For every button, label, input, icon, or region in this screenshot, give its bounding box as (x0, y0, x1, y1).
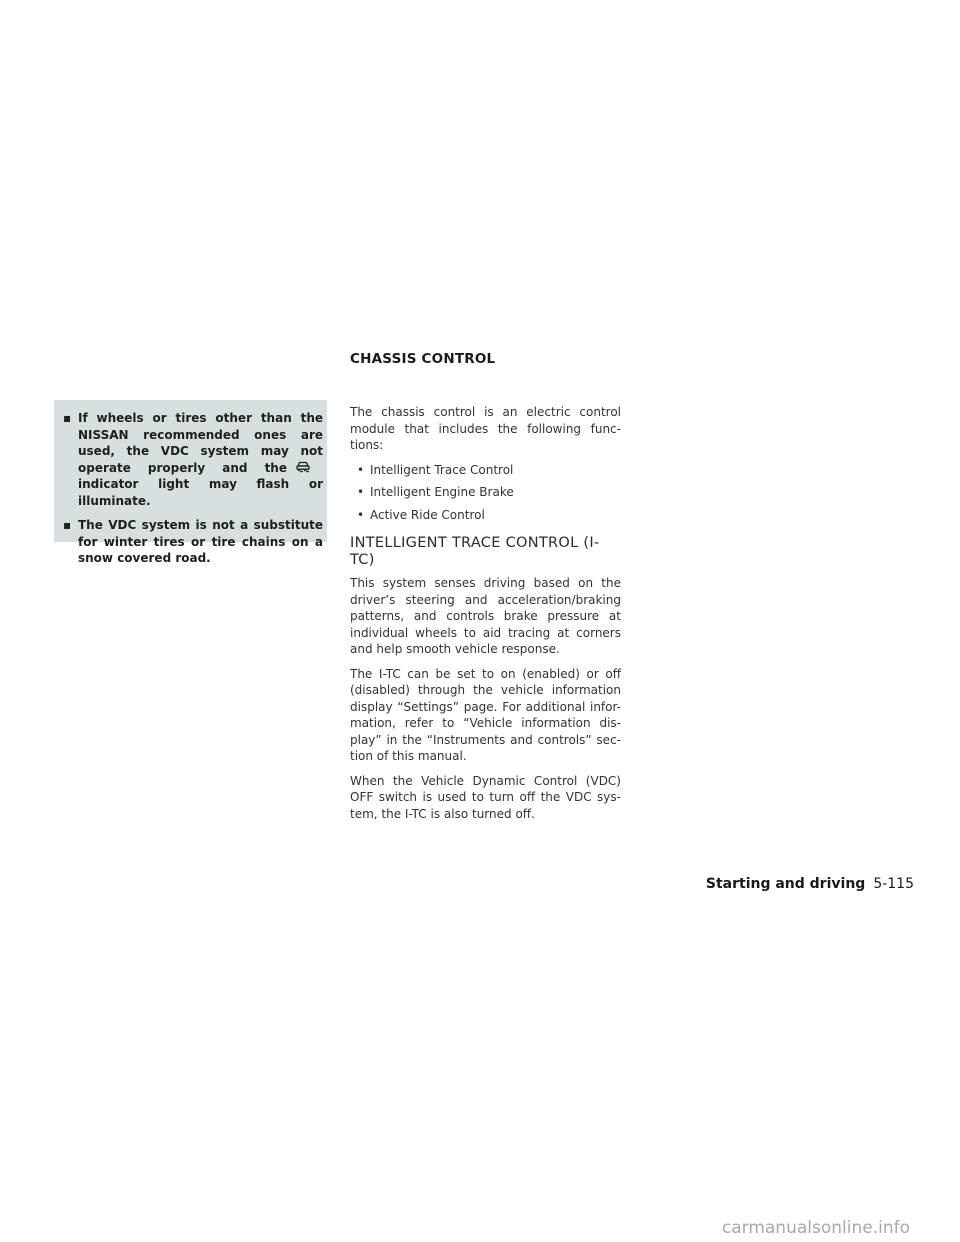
bullet: ▪ (63, 411, 72, 425)
itc-heading: INTELLIGENT TRACE CONTROL (I-TC) (350, 535, 600, 568)
caution-item-wheels: ▪ If wheels or tires other than the NISSAN recommended ones are used, the VDC system may not operate properly and theindicator light may flash or illuminate. (63, 411, 323, 508)
page-footer (706, 876, 914, 892)
list-item: • Active Ride Control (357, 507, 485, 522)
section-title: CHASSIS CONTROL (350, 351, 496, 367)
list-item: • Intelligent Trace Control (357, 462, 514, 477)
itc-paragraph: When the Vehicle Dynamic Control (VDC) OFF switch is used to turn off the VDC sys-tem, the I-TC is also turned off. (350, 773, 621, 821)
footer-section-name: Starting and driving (705, 876, 866, 892)
vdc-slip-indicator-icon (291, 460, 315, 474)
caution-item-winter-tires: ▪ The VDC system is not a substitute for winter tires or tire chains on a snow covered road. (63, 518, 323, 565)
intro-paragraph: The chassis control is an electric control module that includes the following func-tions: (350, 405, 621, 452)
itc-paragraph: This system senses driving based on the driver’s steering and acceleration/braking patterns, and controls brake pressure at individual wheels to aid tracing at corners and help smooth vehicle response. (350, 576, 621, 656)
watermark: carmanualsonline.info (721, 1218, 910, 1238)
bullet: ▪ (63, 518, 72, 532)
page-number: 5-115 (873, 876, 914, 892)
list-item: • Intelligent Engine Brake (357, 485, 514, 499)
feature-list (350, 462, 621, 524)
itc-paragraph: The I-TC can be set to on (enabled) or off (disabled) through the vehicle information display “Settings” page. For additional infor-mation, refer to “Vehicle information dis-play” in the “Instruments and controls” sec-tion of this manual. (350, 666, 621, 763)
chassis-control-body (350, 404, 621, 830)
caution-box (54, 400, 327, 565)
